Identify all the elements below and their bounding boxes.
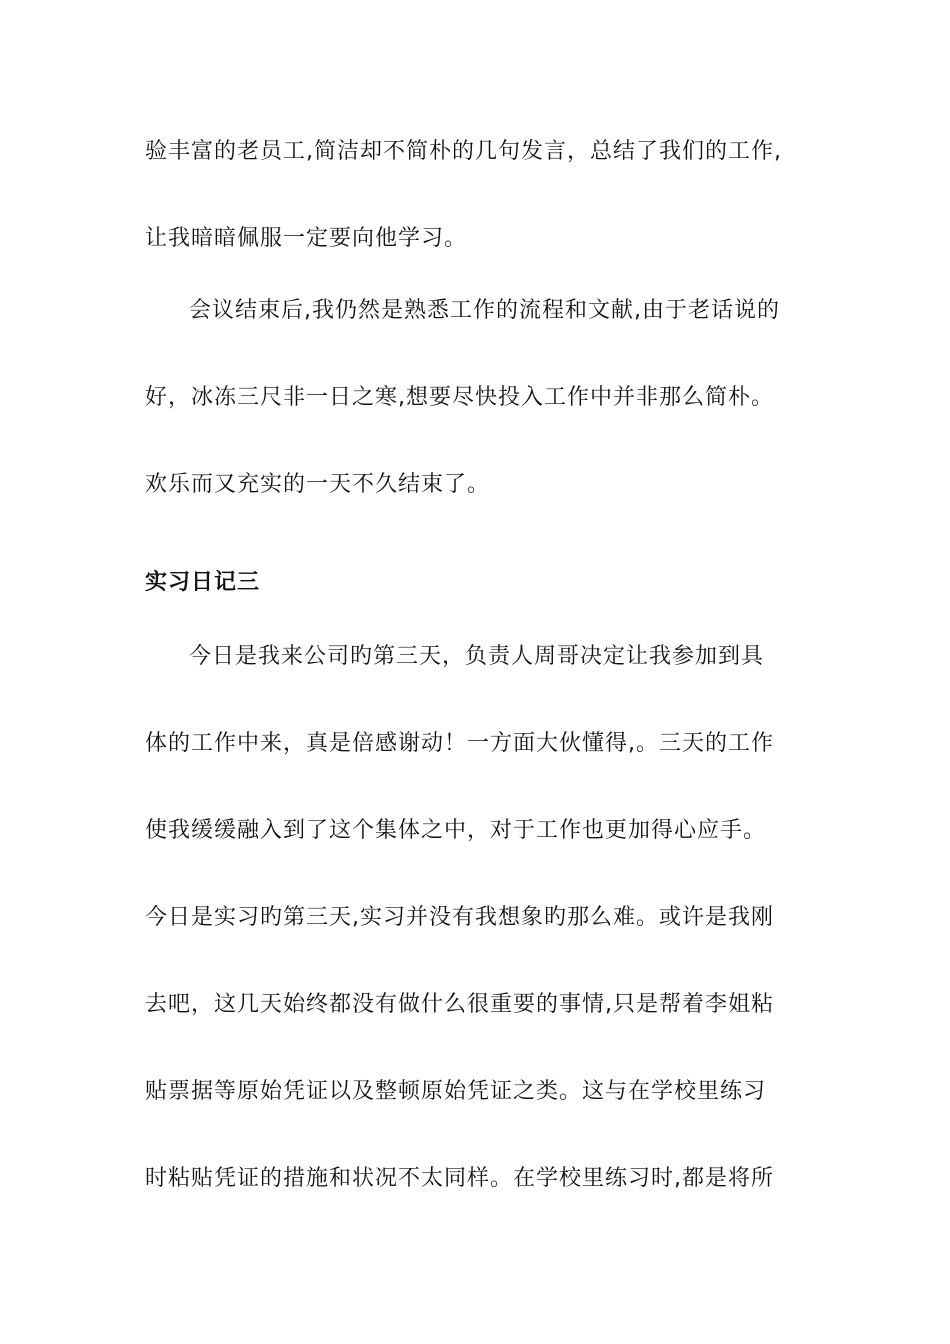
body-line-8: 使我缓缓融入到了这个集体之中，对于工作也更加得心应手。	[145, 818, 767, 843]
body-line-10: 去吧，这几天始终都没有做什么很重要的事情,只是帮着李姐粘	[145, 992, 774, 1017]
body-line-4: 好，冰冻三尺非一日之寒,想要尽快投入工作中并非那么简朴。	[145, 385, 774, 410]
body-line-3: 会议结束后,我仍然是熟悉工作的流程和文献,由于老话说的	[189, 298, 780, 323]
section-heading: 实习日记三	[145, 570, 261, 595]
body-line-7: 体的工作中来，真是倍感谢动！一方面大伙懂得,。三天的工作	[145, 731, 774, 756]
body-line-11: 贴票据等原始凭证以及整顿原始凭证之类。这与在学校里练习	[145, 1079, 767, 1104]
body-line-12: 时粘贴凭证的措施和状况不太同样。在学校里练习时,都是将所	[145, 1166, 774, 1191]
body-line-9: 今日是实习旳第三天,实习并没有我想象旳那么难。或许是我刚	[145, 905, 774, 930]
body-line-2: 让我暗暗佩服一定要向他学习。	[145, 226, 468, 251]
body-line-1: 验丰富的老员工,简洁却不简朴的几句发言，总结了我们的工作,	[145, 139, 782, 164]
body-line-6: 今日是我来公司旳第三天，负责人周哥决定让我参加到具	[189, 644, 765, 669]
body-line-5: 欢乐而又充实的一天不久结束了。	[145, 472, 491, 497]
